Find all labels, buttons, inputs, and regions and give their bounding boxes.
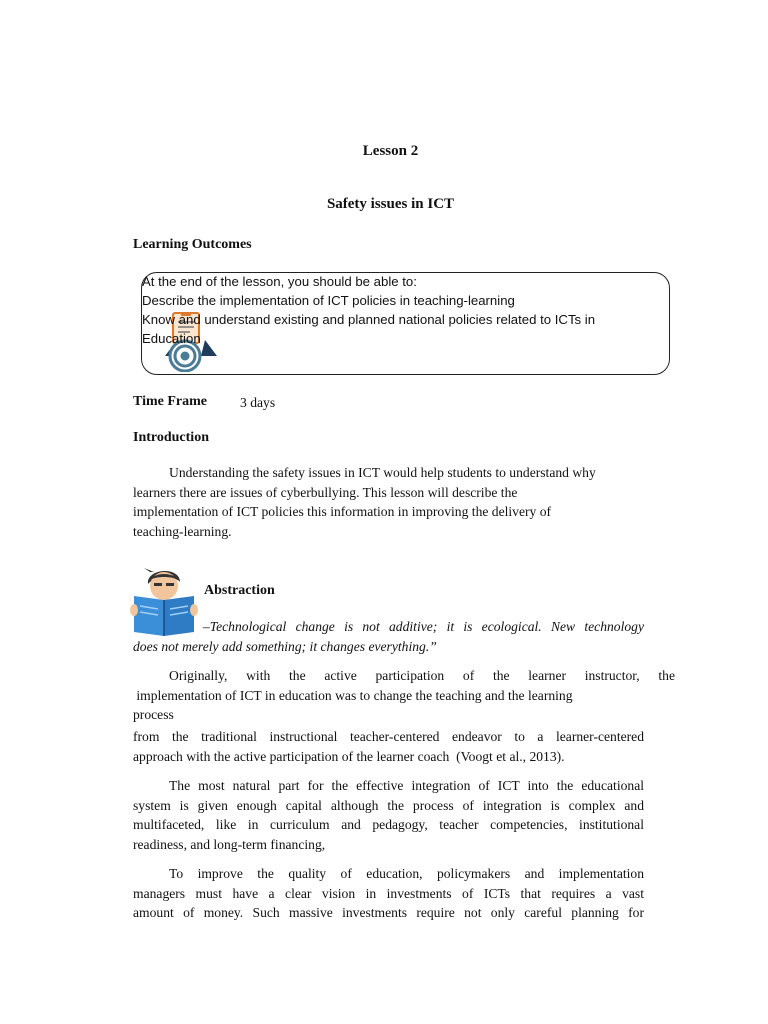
paragraph-line: learners there are issues of cyberbullying. This lesson will describe the	[133, 484, 518, 500]
paragraph-line: Understanding the safety issues in ICT would help students to understand why	[169, 465, 596, 480]
paragraph-line: managers must have a clear vision in investments of ICTs that requires a vast	[133, 885, 644, 901]
introduction-heading: Introduction	[133, 430, 209, 445]
paragraph-line: amount of money. Such massive investments require not only careful planning for	[133, 905, 644, 920]
paragraph-line: from the traditional instructional teacher-centered endeavor to a learner-centered	[133, 729, 644, 744]
learning-outcomes-heading: Learning Outcomes	[133, 237, 252, 252]
outcome-line: Education	[142, 331, 201, 346]
paragraph-line: teaching-learning.	[133, 523, 232, 539]
abstraction-paragraph-4	[133, 864, 644, 923]
paragraph-line: To improve the quality of education, policymakers and implementation	[169, 866, 644, 881]
paragraph-line: implementation of ICT in education was to change the teaching and the learning	[133, 687, 573, 703]
abstraction-heading: Abstraction	[204, 583, 275, 598]
abstraction-paragraph-1	[133, 666, 675, 725]
paragraph-line: system is given enough capital although the process of integration is complex and	[133, 797, 644, 813]
paragraph-line: approach with the active participation of the learner coach (Voogt et al., 2013).	[133, 748, 565, 764]
abstraction-paragraph-2	[133, 727, 644, 766]
lesson-title: Lesson 2	[362, 143, 419, 159]
introduction-paragraph	[133, 463, 653, 541]
lesson-subtitle: Safety issues in ICT	[326, 196, 455, 212]
abstraction-quote	[133, 617, 644, 656]
outcome-line: Describe the implementation of ICT policies in teaching-learning	[142, 293, 515, 308]
paragraph-line: multifaceted, like in curriculum and pedagogy, teacher competencies, institutional	[133, 817, 644, 832]
time-frame-label: Time Frame	[133, 394, 207, 409]
outcome-line: Know and understand existing and planned national policies related to ICTs in	[142, 312, 596, 327]
quote-line: –Technological change is not additive; it is ecological. New technology	[203, 619, 644, 634]
paragraph-line: process	[133, 707, 174, 722]
quote-line: does not merely add something; it changes everything.”	[133, 638, 437, 654]
paragraph-line: implementation of ICT policies this information in improving the delivery of	[133, 504, 552, 519]
learning-outcomes-text	[142, 272, 662, 348]
outcome-line: At the end of the lesson, you should be able to:	[142, 274, 417, 289]
abstraction-paragraph-3	[133, 776, 644, 854]
paragraph-line: readiness, and long-term financing,	[133, 836, 326, 852]
paragraph-line: Originally, with the active participation of the learner instructor, the	[169, 668, 675, 683]
time-frame-value: 3 days	[240, 395, 276, 410]
paragraph-line: The most natural part for the effective integration of ICT into the educational	[169, 778, 644, 793]
